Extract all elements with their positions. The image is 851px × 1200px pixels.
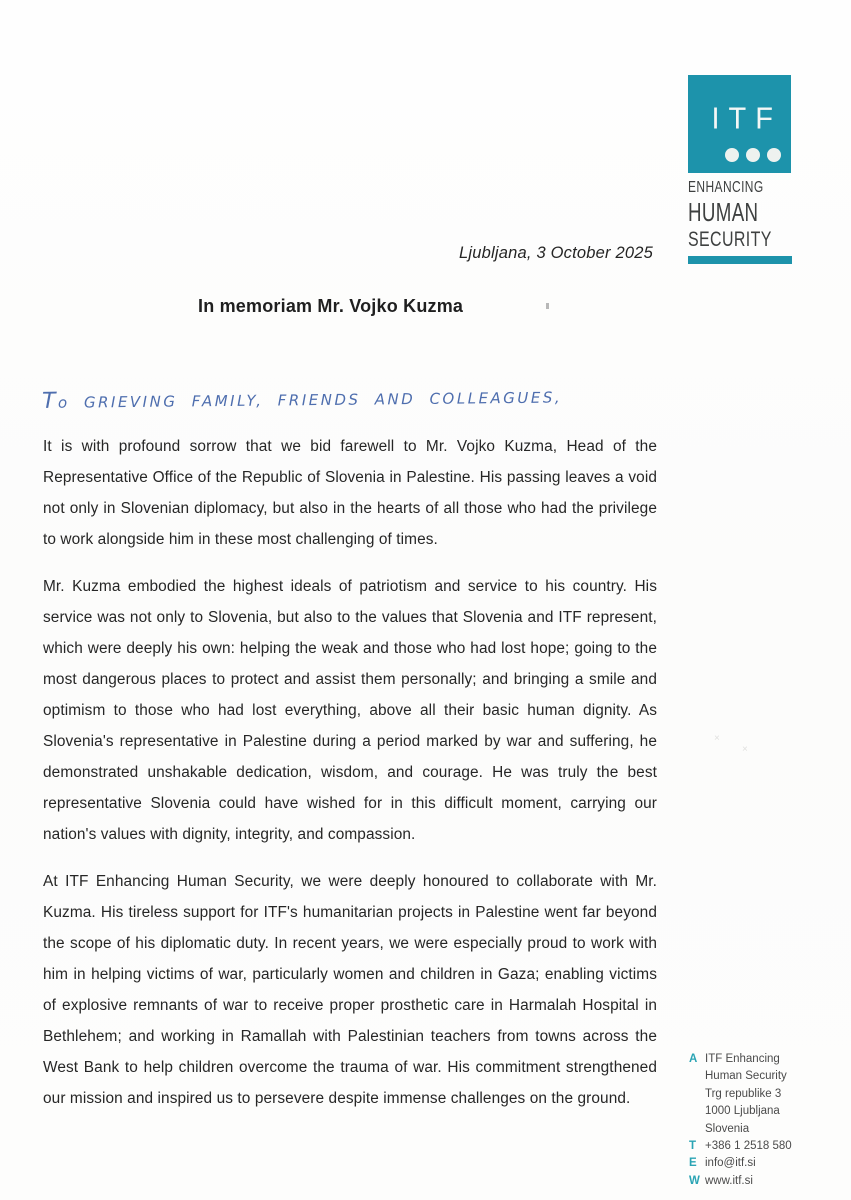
website-url: www.itf.si [705,1174,753,1187]
logo-tagline-security: SECURITY [688,228,772,251]
scan-artifact [546,303,549,309]
document-title: In memoriam Mr. Vojko Kuzma [198,296,464,316]
logo-tagline-human: HUMAN [688,197,759,227]
itf-logo-text: ITF [711,102,782,136]
logo-tagline-enhancing: ENHANCING [688,178,764,197]
contact-web-row [689,1173,839,1190]
dateline: Ljubljana, 3 October 2025 [459,244,653,262]
web-label: W [689,1174,700,1187]
address-line: Slovenia [705,1122,750,1135]
body-paragraph: It is with profound sorrow that we bid farewell to Mr. Vojko Kuzma, Head of the Representative Office of the Republic of Slovenia in Palestine. His passing leaves a void not only in Slovenian diplomacy, but also in the hearts of all those who had the privilege to work alongside him in these most challenging of times. [43,438,657,548]
itf-logo-dots-icon [725,148,781,162]
itf-logo [688,75,793,264]
handwritten-salutation: To GRIEVING FAMILY, FRIENDS AND COLLEAGUES, [41,388,563,414]
scan-artifact: × [714,733,720,744]
scan-artifact: × [742,744,748,755]
contact-email-row [689,1155,839,1172]
address-line: Trg republike 3 [705,1087,782,1100]
body-paragraph: Mr. Kuzma embodied the highest ideals of patriotism and service to his country. His service was not only to Slovenia, but also to the values that Slovenia and ITF represent, which were deeply his own: helping the weak and those who had lost hope; going to the most dangerous places to protect and assist them personally; and bringing a smile and optimism to those who had lost everything, above all their basic human dignity. As Slovenia's representative in Palestine during a period marked by war and suffering, he demonstrated unshakable dedication, wisdom, and courage. He was truly the best representative Slovenia could have wished for in this difficult moment, carrying our nation's values with dignity, integrity, and compassion. [43,578,657,843]
address-line: ITF Enhancing [705,1053,780,1065]
itf-logo-square [688,75,791,173]
address-line: 1000 Ljubljana [705,1105,780,1118]
address-line: Human Security [705,1070,787,1083]
contact-phone-row [689,1138,839,1155]
address-label: A [689,1053,698,1065]
logo-underline-bar [688,256,792,264]
letter-body [43,431,657,1130]
phone-label: T [689,1140,697,1153]
contact-block [689,1051,839,1190]
contact-address-row [689,1051,839,1068]
email-label: E [689,1157,697,1170]
email-address: info@itf.si [705,1157,756,1170]
body-paragraph: At ITF Enhancing Human Security, we were deeply honoured to collaborate with Mr. Kuzma. His tireless support for ITF's humanitarian projects in Palestine went far beyond the scope of his diplomatic duty. In recent years, we were especially proud to work with him in helping victims of war, particularly women and children in Gaza; enabling victims of explosive remnants of war to receive proper prosthetic care in Harmalah Hospital in Bethlehem; and working in Ramallah with Palestinian teachers from towns across the West Bank to help children overcome the trauma of war. His commitment strengthened our mission and inspired us to persevere despite immense challenges on the ground. [43,873,657,1107]
phone-number: +386 1 2518 580 [705,1140,792,1153]
